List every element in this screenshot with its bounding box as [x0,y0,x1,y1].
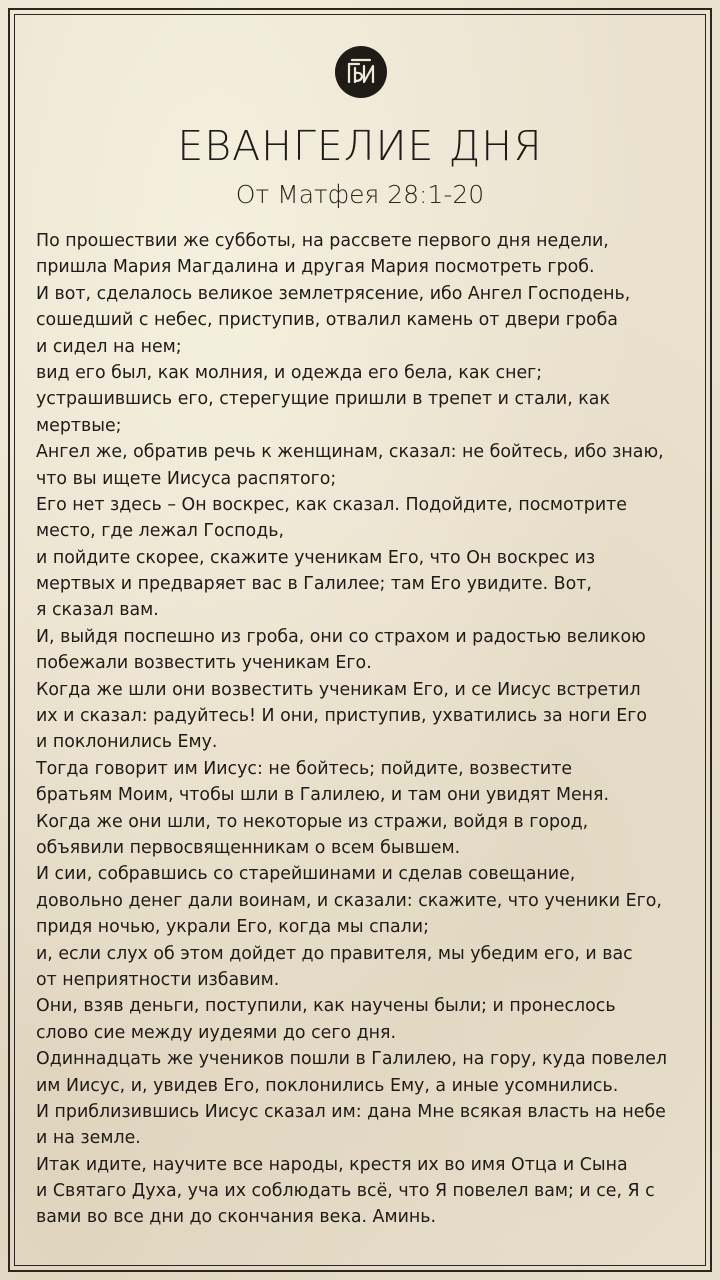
scripture-reference: От Матфея 28:1-20 [235,180,485,209]
page-title: ЕВАНГЕЛИЕ ДНЯ [177,122,543,170]
text-line: Его нет здесь – Он воскрес, как сказал. Подойдите, посмотрите [36,494,627,515]
text-line: им Иисус, и, увидев Его, поклонились Ему, а иные усомнились. [36,1075,619,1096]
text-line: братьям Моим, чтобы шли в Галилею, и там они увидят Меня. [36,785,610,806]
text-line: Итак идите, научите все народы, крестя их во имя Отца и Сына [36,1154,628,1175]
text-line: Ангел же, обратив речь к женщинам, сказал: не бойтесь, ибо знаю, [36,442,664,463]
text-line: придя ночью, украли Его, когда мы спали; [36,917,429,938]
text-line: и поклонились Ему. [36,732,218,753]
text-line: и на земле. [36,1128,141,1149]
text-line: вами во все дни до скончания века. Аминь. [36,1207,437,1228]
text-line: Когда же шли они возвестить ученикам Его, и се Иисус встретил [36,679,641,700]
text-line: их и сказал: радуйтесь! И они, приступив, ухватились за ноги Его [36,706,647,727]
text-line: и Святаго Духа, уча их соблюдать всё, что Я повелел вам; и се, Я с [36,1181,655,1202]
text-line: место, где лежал Господь, [36,521,284,542]
text-line: И приблизившись Иисус сказал им: дана Мне всякая власть на небе [36,1101,666,1122]
logo-monogram-icon [335,46,387,98]
text-line: вид его был, как молния, и одежда его бела, как снег; [36,362,543,383]
text-line: пришла Мария Магдалина и другая Мария посмотреть гроб. [36,257,595,278]
text-line: я сказал вам. [36,600,159,621]
text-line: И, выйдя поспешно из гроба, они со страхом и радостью великою [36,626,646,647]
text-line: По прошествии же субботы, на рассвете первого дня недели, [36,231,609,251]
text-line: и пойдите скорее, скажите ученикам Его, что Он воскрес из [36,547,596,568]
text-line: Они, взяв деньги, поступили, как научены были; и пронеслось [36,996,616,1017]
text-line: И сии, собравшись со старейшинами и сделав совещание, [36,864,576,885]
text-line: что вы ищете Иисуса распятого; [36,468,337,489]
text-line: Тогда говорит им Иисус: не бойтесь; пойдите, возвестите [36,758,573,779]
text-line: от неприятности избавим. [36,969,280,990]
text-line: и сидел на нем; [36,336,182,357]
text-line: побежали возвестить ученикам Его. [36,653,372,674]
text-line: Когда же они шли, то некоторые из стражи, войдя в город, [36,811,589,832]
gospel-text [36,228,686,1231]
text-line: устрашившись его, стерегущие пришли в трепет и стали, как [36,389,610,410]
text-line: сошедший с небес, приступив, отвалил камень от двери гроба [36,310,618,331]
text-line: объявили первосвященникам о всем бывшем. [36,837,461,858]
text-line: мертвых и предваряет вас в Галилее; там Его увидите. Вот, [36,574,592,595]
text-line: довольно денег дали воинам, и сказали: скажите, что ученики Его, [36,890,662,911]
text-line: слово сие между иудеями до сего дня. [36,1022,397,1043]
text-line: Одиннадцать же учеников пошли в Галилею, на гору, куда повелел [36,1049,668,1070]
text-line: и, если слух об этом дойдет до правителя, мы убедим его, и вас [36,943,633,964]
text-line: И вот, сделалось великое землетрясение, ибо Ангел Господень, [36,283,631,304]
text-line: мертвые; [36,415,122,436]
